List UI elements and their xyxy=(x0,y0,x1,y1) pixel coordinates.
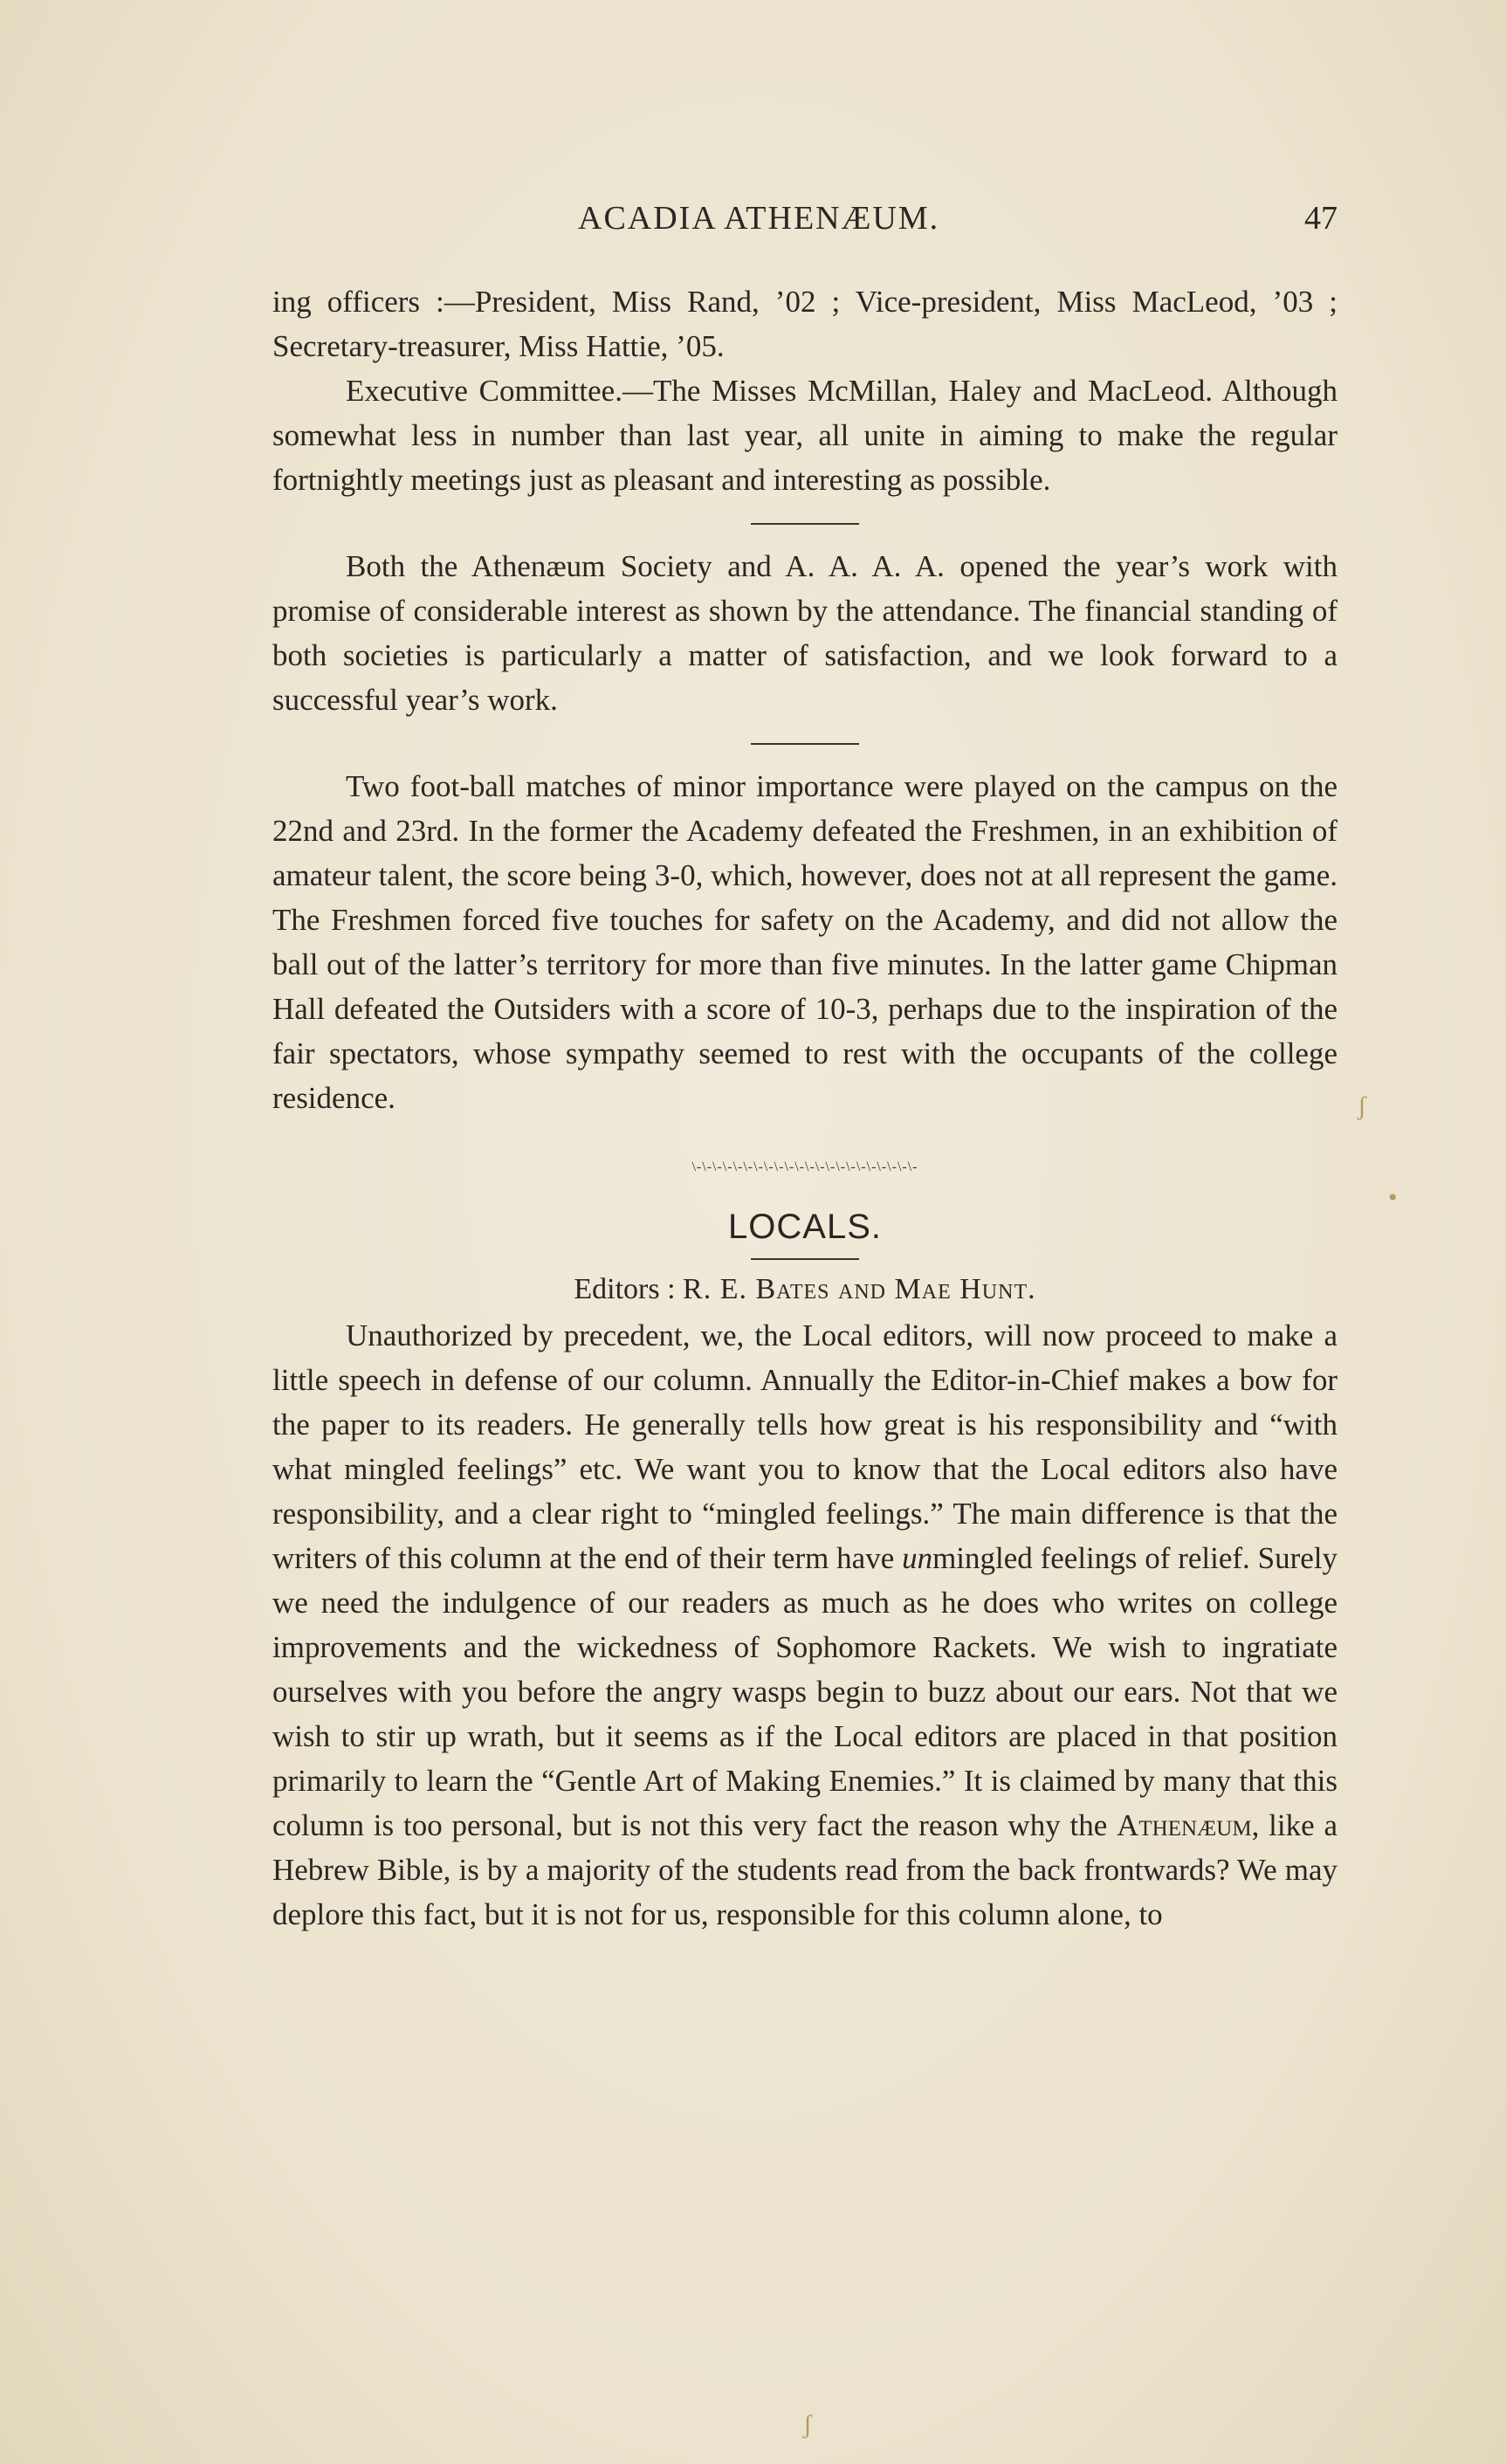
section-title-rule xyxy=(751,1258,859,1260)
editors-label: Editors : xyxy=(574,1273,676,1305)
ornamental-divider: \-\-\-\-\-\-\-\-\-\-\-\-\-\-\-\-\-\-\-\-\-\- xyxy=(691,1160,918,1174)
margin-stain-mark: • xyxy=(1388,1183,1398,1212)
page-header xyxy=(272,199,1338,243)
paragraph-locals-intro xyxy=(272,1313,1338,1937)
locals-text-journal-name: Athenæum xyxy=(1117,1808,1252,1842)
body-text xyxy=(272,279,1338,1937)
paragraph-football: Two foot-ball matches of minor importance were played on the campus on the 22nd and 23rd. In the former the Academy defeated the Freshmen, in an exhibition of amateur talent, the score being 3-0, which, however, does not at all represent the game. The Freshmen forced five touches for safety on the Academy, and did not allow the ball out of the latter’s territory for more than five minutes. In the latter game Chipman Hall defeated the Outsiders with a score of 10-3, perhaps due to the inspiration of the fair spectators, whose sympathy seemed to rest with the occupants of the college residence. xyxy=(272,769,1338,1115)
locals-text-a: Unauthorized by precedent, we, the Local editors, will now proceed to make a little speech in defense of our column. Annually the Editor-in-Chief makes a bow for the paper to its readers. He generally tells how great is his responsibility and “with what mingled feelings” etc. We want you to know that the Local editors also have responsibility, and a clear right to “mingled feelings.” The main difference is that the writers of this column at the end of their term have xyxy=(272,1318,1338,1575)
paragraph-executive-committee: Executive Committee.—The Misses McMillan, Haley and MacLeod. Although somewhat less in number than last year, all unite in aiming to make the regular fortnightly meetings just as pleasant and interesting as possible. xyxy=(272,374,1338,497)
section-title: LOCALS. xyxy=(728,1208,882,1246)
section-divider xyxy=(751,743,859,745)
page-number: 47 xyxy=(1304,200,1338,237)
bottom-ink-mark: ʃ xyxy=(803,2410,812,2439)
editors-line xyxy=(272,1267,1338,1311)
section-divider xyxy=(751,523,859,525)
paragraph-officers: ing officers :—President, Miss Rand, ’02 ; Vice-president, Miss MacLeod, ’03 ; Secretary-treasurer, Miss Hattie, ’05. xyxy=(272,285,1338,363)
paragraph-athenaeum-society: Both the Athenæum Society and A. A. A. A. opened the year’s work with promise of considerable interest as shown by the attendance. The financial standing of both societies is particularly a matter of satisfaction, and we look forward to a successful year’s work. xyxy=(272,549,1338,717)
running-title: ACADIA ATHENÆUM. xyxy=(578,200,940,237)
locals-text-emphasis: un xyxy=(902,1541,933,1575)
editors-names: R. E. Bates and Mae Hunt. xyxy=(683,1273,1036,1305)
locals-text-b: mingled feelings of relief. Surely we need the indulgence of our readers as much as he does who writes on college improvements and the wickedness of Sophomore Rackets. We wish to ingratiate ourselves with you before the angry wasps begin to buzz about our ears. Not that we wish to stir up wrath, but it seems as if the Local editors are placed in that position primarily to learn the “Gentle Art of Making Enemies.” It is claimed by many that this column is too personal, but is not this very fact the reason why the xyxy=(272,1541,1338,1842)
margin-stain-mark: ʃ xyxy=(1358,1091,1366,1120)
locals-text-c: , like a Hebrew Bible, is by a majority of the students read from the back frontwards? We may deplore this fact, but it is not for us, responsible for this column alone, to xyxy=(272,1808,1338,1931)
